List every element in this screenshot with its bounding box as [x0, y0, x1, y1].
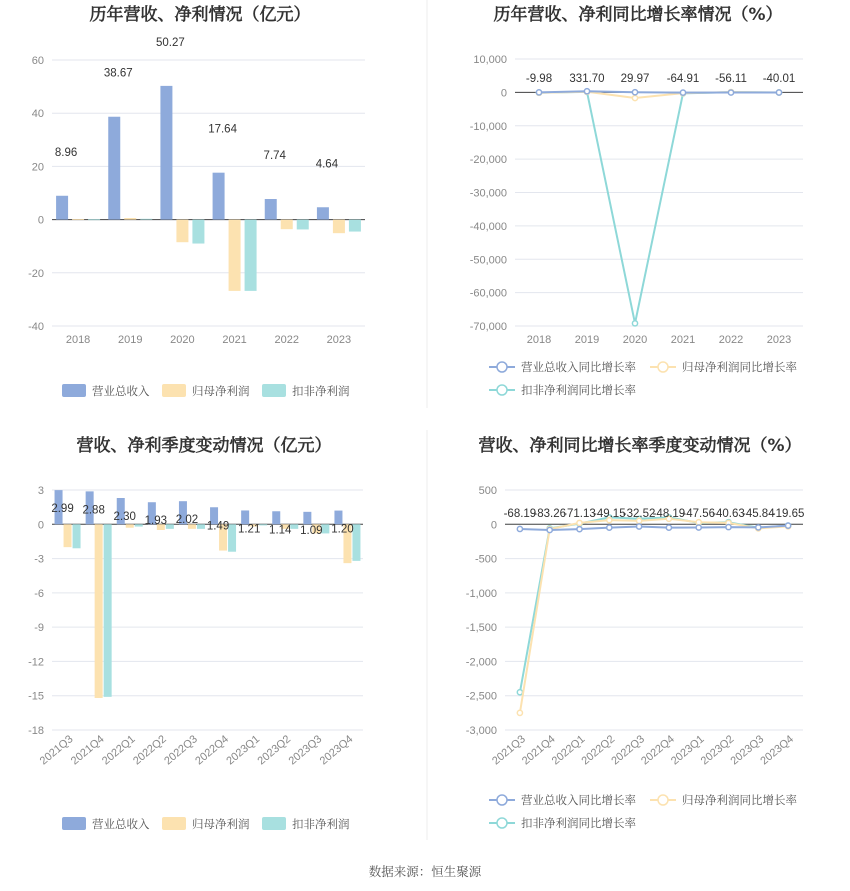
x-tick-label: 2021Q4: [68, 733, 107, 768]
x-tick-label: 2021: [222, 334, 247, 346]
legend-label: 营业总收入: [92, 817, 150, 831]
data-label: 2.99: [51, 503, 74, 516]
bar-1: [281, 220, 293, 230]
x-tick-label: 2022Q4: [193, 733, 231, 768]
legend-label: 扣非净利润: [292, 817, 350, 831]
x-tick-label: 2023Q1: [224, 733, 263, 768]
x-tick-label: 2023Q4: [758, 733, 797, 768]
x-tick-label: 2021Q3: [37, 733, 76, 768]
y-tick-label: -10,000: [469, 120, 507, 133]
x-tick-label: 2023: [766, 334, 792, 346]
bar-2: [104, 524, 112, 697]
data-label: 50.27: [156, 36, 185, 49]
legend-label: 营业总收入同比增长率: [521, 360, 636, 374]
data-label: 331.70: [569, 73, 605, 85]
x-tick-label: 2018: [526, 334, 552, 346]
x-tick-label: 2022Q4: [639, 733, 677, 768]
data-label: -68.19: [503, 508, 537, 520]
y-tick-label: 0: [500, 87, 507, 100]
line-point-0: [607, 525, 612, 530]
line-point-0: [726, 524, 731, 529]
y-tick-label: -2,000: [465, 656, 497, 669]
y-tick-label: -12: [28, 656, 44, 669]
line-point-0: [666, 525, 671, 530]
bar-2: [349, 220, 361, 232]
bar-2: [245, 220, 257, 291]
line-point-0: [680, 90, 685, 95]
x-tick-label: 2022Q3: [609, 733, 648, 768]
data-label: 4.64: [315, 158, 339, 171]
data-label: -32.52: [622, 508, 656, 520]
line-point-0: [637, 524, 642, 529]
bar-0: [303, 512, 311, 524]
y-tick-label: 0: [37, 519, 44, 532]
chart-title-annual-growth: 历年营收、净利同比增长率情况（%）: [493, 5, 783, 25]
y-tick-label: -9: [34, 622, 44, 635]
legend-label: 归母净利润: [192, 817, 250, 831]
line-point-0: [584, 89, 589, 94]
line-point-1: [517, 710, 522, 715]
bar-0: [160, 86, 172, 220]
y-tick-label: 20: [31, 161, 44, 174]
y-tick-label: -18: [28, 725, 44, 737]
y-tick-label: -3,000: [465, 725, 497, 737]
data-label: -40.63: [712, 508, 745, 520]
data-label: 1.14: [269, 524, 292, 537]
legend-label: 扣非净利润: [292, 384, 350, 398]
x-tick-label: 2022: [274, 334, 299, 346]
y-tick-label: -60,000: [469, 287, 507, 300]
bar-2: [135, 524, 143, 526]
bar-2: [228, 524, 236, 551]
data-label: 1.20: [331, 523, 354, 536]
y-tick-label: -1,500: [465, 622, 497, 635]
bar-0: [334, 511, 342, 525]
legend-marker-0: [497, 795, 507, 805]
y-tick-label: -20: [28, 267, 44, 280]
bar-1: [126, 524, 134, 527]
line-point-0: [756, 525, 761, 530]
line-point-1: [632, 95, 637, 100]
bar-0: [265, 199, 277, 220]
data-label: 2.30: [113, 511, 136, 523]
line-point-0: [536, 90, 541, 95]
x-tick-label: 2023: [326, 334, 352, 346]
bar-2: [297, 220, 309, 230]
legend-swatch-1: [162, 384, 186, 397]
data-label: 29.97: [620, 73, 650, 85]
data-label: 1.49: [206, 520, 230, 533]
y-tick-label: -20,000: [469, 154, 507, 167]
data-label: -56.11: [715, 73, 747, 85]
legend-swatch-0: [62, 384, 86, 397]
line-point-2: [632, 321, 637, 326]
legend-label: 扣非净利润同比增长率: [521, 816, 636, 830]
line-point-0: [696, 525, 701, 530]
y-tick-label: -3: [34, 553, 44, 566]
data-label: 38.67: [103, 67, 133, 80]
x-tick-label: 2023Q2: [255, 733, 294, 768]
data-label: 7.74: [263, 150, 286, 163]
data-label: 1.21: [237, 523, 261, 536]
x-tick-label: 2021Q3: [490, 733, 528, 768]
y-tick-label: -50,000: [469, 254, 507, 267]
bar-2: [166, 524, 174, 529]
x-tick-label: 2022Q3: [162, 733, 200, 768]
legend-label: 归母净利润同比增长率: [682, 360, 797, 374]
legend-swatch-2: [262, 384, 286, 397]
x-tick-label: 2021: [670, 334, 696, 346]
data-label: -64.91: [666, 73, 700, 85]
bar-0: [241, 510, 249, 524]
legend-marker-2: [497, 385, 507, 395]
legend-marker-1: [658, 362, 668, 372]
bar-1: [176, 220, 188, 243]
x-tick-label: 2020: [622, 334, 648, 346]
line-point-0: [547, 527, 552, 532]
x-tick-label: 2019: [574, 334, 600, 346]
line-point-0: [786, 523, 791, 528]
x-tick-label: 2022: [718, 334, 744, 346]
line-point-1: [577, 520, 582, 525]
y-tick-label: -70,000: [469, 321, 507, 333]
data-label: 1.09: [300, 524, 323, 537]
bar-0: [56, 196, 68, 220]
bar-0: [213, 173, 225, 220]
y-tick-label: 60: [31, 55, 44, 67]
x-tick-label: 2022Q1: [99, 733, 138, 768]
series-line-2: [520, 517, 788, 692]
bar-0: [108, 117, 120, 220]
x-tick-label: 2023Q3: [286, 733, 325, 768]
data-label: -45.84: [741, 508, 775, 520]
y-tick-label: -2,500: [465, 690, 497, 703]
bar-2: [192, 220, 204, 244]
legend-marker-1: [658, 795, 668, 805]
bar-1: [95, 524, 103, 698]
bar-1: [64, 524, 72, 547]
line-point-1: [696, 520, 701, 525]
y-tick-label: 0: [490, 519, 497, 532]
data-label: 8.96: [54, 146, 78, 159]
x-tick-label: 2022Q2: [579, 733, 618, 768]
y-tick-label: -500: [474, 553, 497, 566]
data-label: -9.98: [525, 73, 553, 85]
data-label: 1.93: [144, 515, 168, 528]
chart-title-quarter-bar: 营收、净利季度变动情况（亿元）: [76, 436, 332, 456]
y-tick-label: 10,000: [473, 54, 507, 66]
bar-1: [72, 219, 84, 220]
series-line-2: [539, 92, 779, 323]
bar-1: [229, 220, 241, 291]
x-tick-label: 2021Q4: [519, 733, 558, 768]
bar-1: [333, 220, 345, 234]
legend-swatch-2: [262, 817, 286, 830]
line-point-0: [776, 90, 781, 95]
series-line-1: [520, 519, 788, 713]
bar-2: [140, 219, 152, 220]
x-tick-label: 2023Q4: [317, 733, 356, 768]
line-point-0: [517, 526, 522, 531]
data-label: -83.26: [533, 508, 567, 520]
x-tick-label: 2023Q2: [698, 733, 737, 768]
y-tick-label: 3: [37, 485, 44, 497]
data-label: -71.13: [563, 508, 596, 520]
chart-title-annual-bar: 历年营收、净利情况（亿元）: [89, 5, 311, 25]
y-tick-label: -40: [28, 321, 44, 333]
y-tick-label: -6: [34, 587, 44, 600]
bar-2: [321, 524, 329, 533]
y-tick-label: 40: [31, 108, 44, 121]
line-point-2: [517, 690, 522, 695]
x-tick-label: 2022Q2: [131, 733, 169, 768]
legend-label: 营业总收入: [92, 384, 150, 398]
bar-0: [317, 207, 329, 219]
x-tick-label: 2023Q3: [728, 733, 767, 768]
line-point-0: [577, 527, 582, 532]
legend-swatch-0: [62, 817, 86, 830]
data-label: -47.56: [682, 508, 716, 520]
y-tick-label: 0: [37, 214, 44, 227]
x-tick-label: 2022Q1: [549, 733, 588, 768]
y-tick-label: 500: [478, 485, 497, 497]
y-tick-label: -40,000: [469, 220, 507, 233]
legend-marker-2: [497, 818, 507, 828]
data-label: -48.19: [652, 508, 686, 520]
x-tick-label: 2020: [170, 334, 195, 346]
line-point-0: [632, 90, 637, 95]
data-label: -19.65: [771, 508, 805, 520]
legend-label: 归母净利润: [192, 384, 250, 398]
data-label: 2.02: [175, 514, 199, 527]
y-tick-label: -1,000: [465, 587, 497, 600]
bar-2: [73, 524, 81, 548]
data-label: 17.64: [208, 123, 237, 136]
y-tick-label: -30,000: [469, 187, 507, 200]
legend-label: 扣非净利润同比增长率: [521, 383, 636, 397]
x-tick-label: 2023Q1: [668, 733, 707, 768]
bar-2: [88, 219, 100, 220]
legend-label: 归母净利润同比增长率: [682, 793, 797, 807]
data-label: -49.15: [592, 508, 626, 520]
line-point-0: [728, 90, 733, 95]
x-tick-label: 2018: [65, 334, 91, 346]
y-tick-label: -15: [28, 690, 44, 703]
x-tick-label: 2019: [118, 334, 143, 346]
bar-1: [124, 218, 136, 220]
data-label: 2.88: [82, 504, 105, 517]
bar-0: [272, 511, 280, 524]
chart-title-quarter-growth: 营收、净利同比增长率季度变动情况（%）: [478, 436, 802, 456]
legend-label: 营业总收入同比增长率: [521, 793, 636, 807]
data-source-note: 数据来源：恒生聚源: [368, 864, 482, 879]
data-label: -40.01: [762, 73, 796, 85]
legend-swatch-1: [162, 817, 186, 830]
legend-marker-0: [497, 362, 507, 372]
